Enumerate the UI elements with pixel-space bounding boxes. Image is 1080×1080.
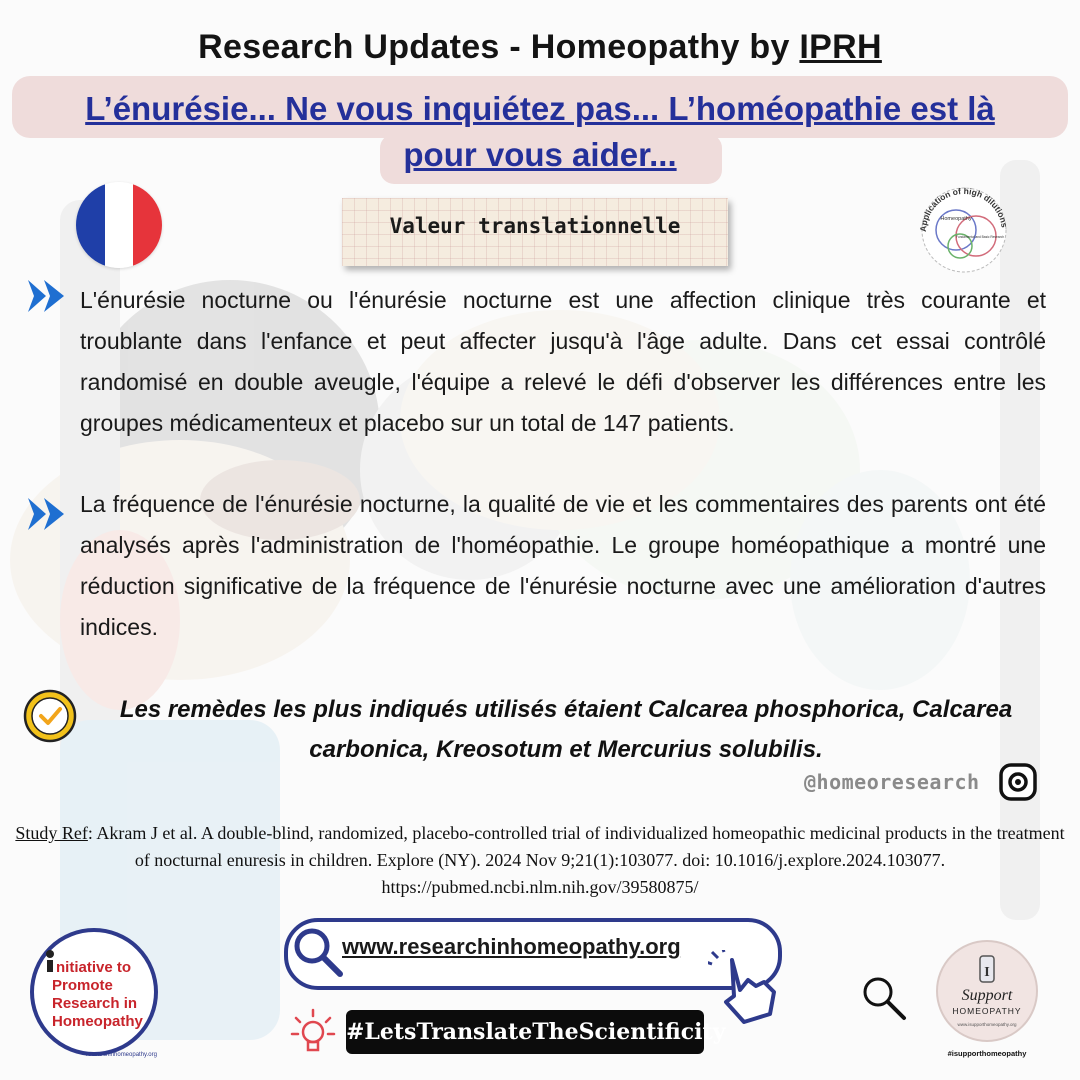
- iprh-url: researchinhomeopathy.org: [86, 1052, 157, 1058]
- headline-line-2: pour vous aider...: [403, 136, 677, 173]
- body-paragraph-1: L'énurésie nocturne ou l'énurésie nocturne est une affection clinique très courante et troublante dans l'enfance et peut affecter jusqu'à l'âge adulte. Dans cet essai contrôlé randomisé en double aveugle, l'équipe a relevé le défi d'observer les différences entre les groupes médicamenteux et placebo sur un total de 147 patients.: [80, 287, 1046, 436]
- study-ref-text: : Akram J et al. A double-blind, randomized, placebo-controlled trial of individualized homeopathic medicinal products in the treatment of nocturnal enuresis in children. Explore (NY). 2024 Nov 9;21(1):103077. doi: 10.1016/j.explore.2024.103077. https://pubmed.ncbi.nlm.nih.gov/39580875/: [87, 823, 1065, 897]
- body-paragraph-2: La fréquence de l'énurésie nocturne, la qualité de vie et les commentaires des parents ont été analysés après l'administration de l'homéopathie. Le groupe homéopathique a montré une réduction significative de la fréquence de l'énurésie nocturne avec une amélioration d'autres indices.: [80, 491, 1046, 640]
- double-arrow-icon: [26, 496, 70, 532]
- support-logo-word-1: Support: [961, 987, 1013, 1004]
- lightbulb-icon: [290, 1008, 336, 1058]
- double-arrow-icon: [26, 278, 70, 314]
- study-ref-label: Study Ref: [15, 823, 88, 843]
- headline-banner: [12, 76, 1068, 184]
- translational-value-label: [342, 198, 728, 266]
- france-flag-icon: [76, 182, 162, 268]
- pointing-hand-icon: [708, 950, 792, 1026]
- website-link[interactable]: www.researchinhomeopathy.org: [342, 934, 681, 959]
- search-icon: [290, 924, 346, 980]
- iprh-line-4: Homeopathy: [52, 1013, 143, 1030]
- hashtag-banner: #LetsTranslateTheScientificity: [346, 1010, 704, 1054]
- high-dilutions-logo: [912, 172, 1016, 276]
- headline-line-1: L’énurésie... Ne vous inquiétez pas... L’homéopathie est là: [85, 90, 995, 127]
- page-title: [0, 28, 1080, 67]
- check-circle-icon: [22, 688, 78, 744]
- magnifier-icon: [858, 972, 908, 1022]
- instagram-icon[interactable]: [998, 762, 1038, 802]
- support-logo-word-2: HOMEOPATHY: [952, 1006, 1022, 1016]
- support-homeopathy-logo: [934, 938, 1040, 1064]
- hd-logo-ring-text: Application of high dilutions: [917, 185, 1010, 233]
- label-text: Valeur translationnelle: [389, 214, 681, 238]
- support-logo-tag: #isupporthomeopathy: [947, 1049, 1027, 1058]
- headline-text: [12, 86, 1068, 178]
- social-handle[interactable]: @homeoresearch: [804, 770, 980, 794]
- title-org: IPRH: [799, 28, 882, 66]
- hd-logo-homeopathy: Homeopathy: [940, 216, 972, 222]
- remedies-statement: Les remèdes les plus indiqués utilisés étaient Calcarea phosphorica, Calcarea carbonica, Kreosotum et Mercurius solubilis.: [119, 696, 1013, 763]
- iprh-logo: [24, 926, 166, 1060]
- support-logo-url: www.isupporthomeopathy.org: [957, 1022, 1017, 1027]
- iprh-line-3: Research in: [52, 995, 138, 1012]
- iprh-line-1: nitiative to: [56, 959, 132, 976]
- support-logo-letter: I: [984, 965, 990, 980]
- study-reference: [10, 820, 1070, 901]
- title-text: Research Updates - Homeopathy by: [198, 28, 800, 66]
- hd-logo-research: Fundamental and Basic Research: [955, 235, 1005, 239]
- iprh-line-2: Promote: [52, 977, 113, 994]
